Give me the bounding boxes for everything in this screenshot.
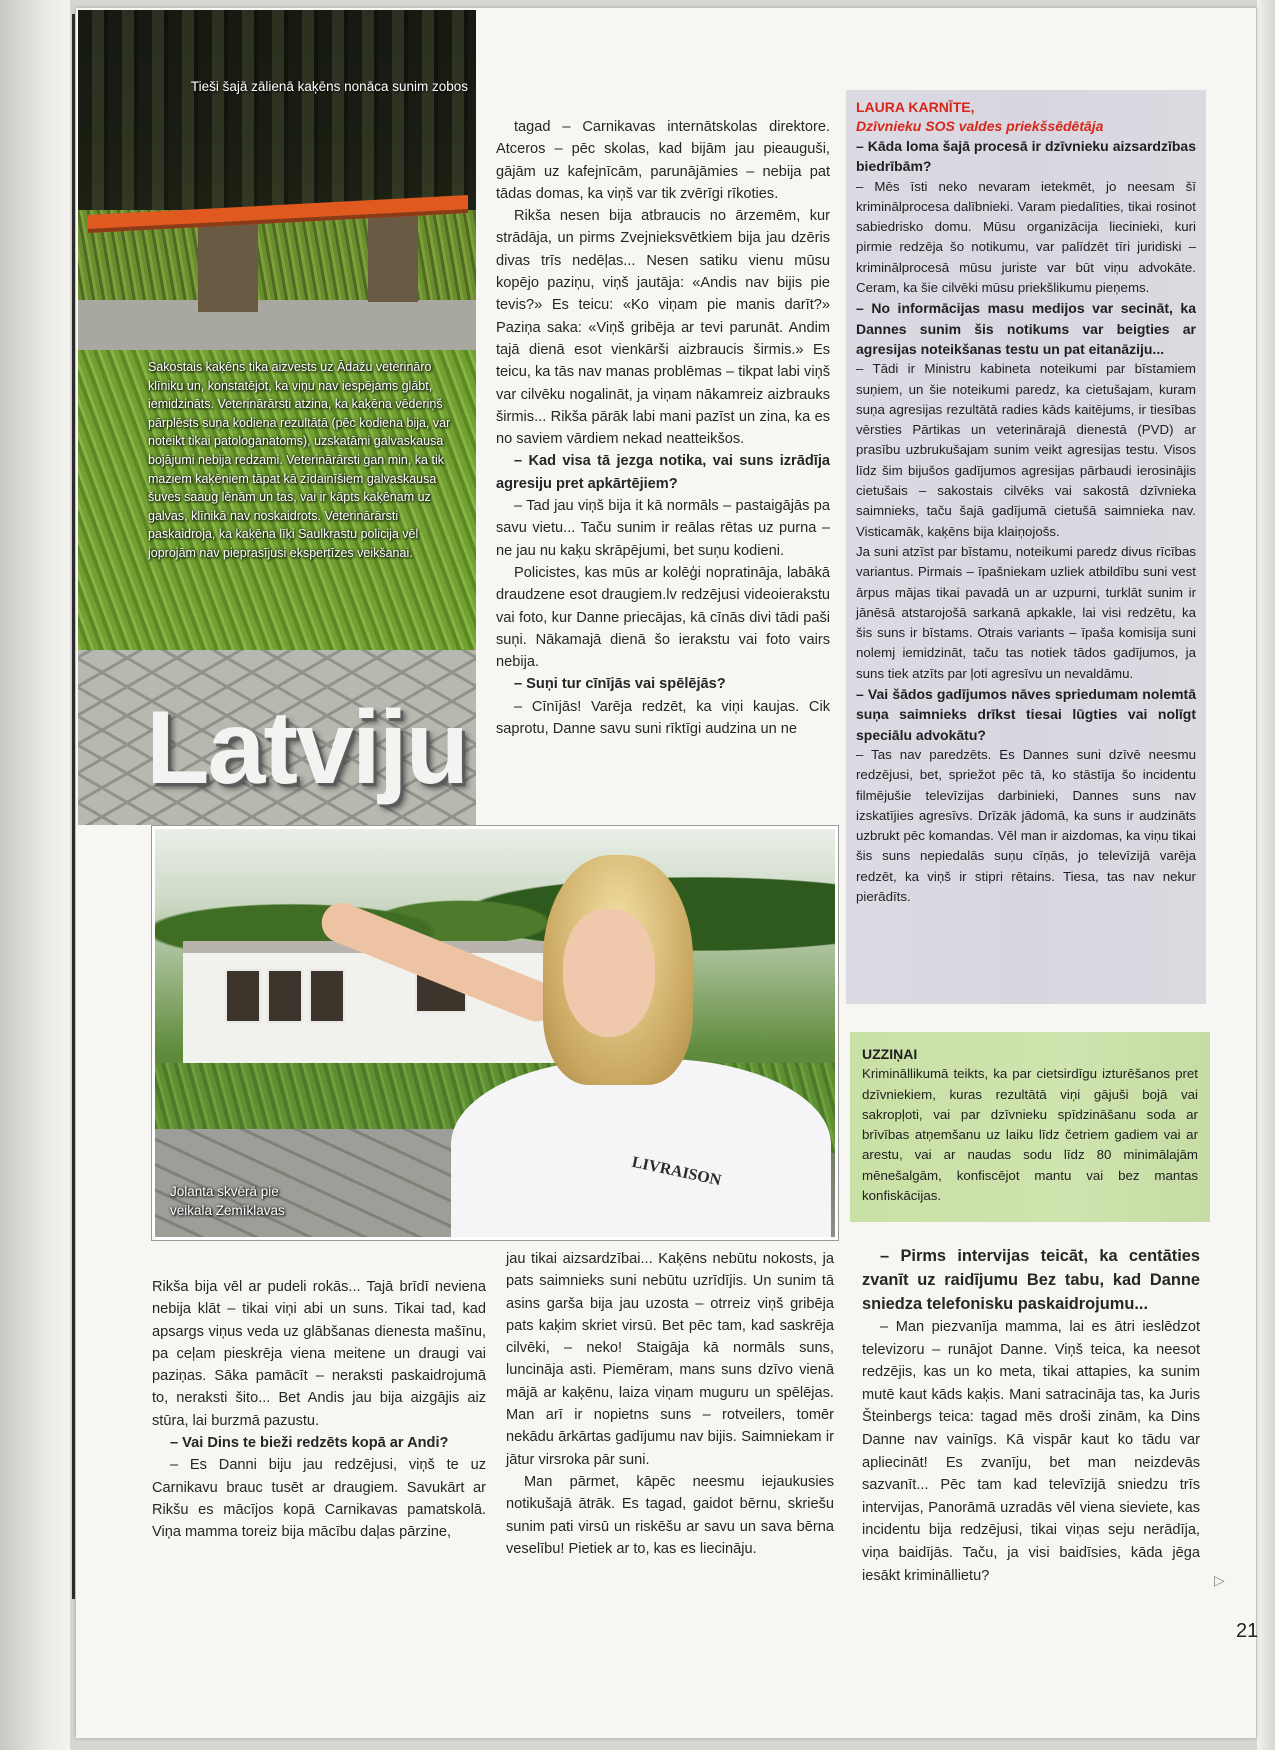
paragraph: – Tādi ir Ministru kabineta noteikumi par bīstamiem suņiem, un šie noteikumi paredz, ka cietušajam, kuram suņa agresijas rezultātā radies kāds kaitējums, ir tiesības vērsties Pārtikas un veterinārajā dienestā (PVD) ar prasību uzbrukušajam sunim veikt agresijas testu. Visos līdz šim bijušos gadījumos agresijas pārbaudi ierosinājis cietušais – sakostais cilvēks vai sakostā dzīvnieka saimnieks, taču šajā gadījumā cietušā saimnieka nav. Visticamāk, kaķēns bija klaiņojošs. — [856, 361, 1196, 539]
info-box-content — [862, 1044, 1198, 1206]
interview-question: – Vai šādos gadījumos nāves spriedumam nolemtā suņa saimnieks drīkst tiesai lūgties vai nolīgt speciālu advokātu? — [856, 686, 1196, 743]
paragraph: Rikša bija vēl ar pudeli rokās... Tajā brīdī neviena nebija klāt – tikai viņi abi un suns. Tikai tad, kad apsargs viņus veda uz glābšanas dienesta mašīnu, pa ceļam pieskrēja viena meitene un draugi vai paziņas. Sāka pamācīt – neraksti paskaidrojumā to, neraksti šito... Bet Andis jau bija aizgājis aiz stūra, lai burzmā pazustu. — [152, 1279, 486, 1429]
article-column-2 — [496, 116, 830, 740]
interview-question: – Suņi tur cīnījās vai spēlējās? — [514, 676, 726, 693]
continue-arrow-icon: ▷ — [1214, 1572, 1225, 1588]
paragraph: tagad – Carnikavas internātskolas direktore. Atceros – pēc skolas, kad bijām jau pieauguši, gājām uz kafejnīcām, parunājāmies – nebija pat tādas domas, ka viņš var tik zvērīgi rīkoties. — [496, 119, 830, 202]
interview-question: – Pirms intervijas teicāt, ka centāties zvanīt uz raidījumu Bez tabu, kad Danne sniedza telefonisku paskaidrojumu... — [862, 1247, 1200, 1313]
photo-jolanta — [152, 826, 838, 1240]
article-column-2-bottom — [506, 1248, 834, 1560]
paragraph: Ja suni atzīst par bīstamu, noteikumi paredz divus rīcības variantus. Pirmais – īpašniekam uzliek atbildību suni vest ārpus mājas tikai pavadā un ar uzpurni, turklāt sunim ir jānēsā atstarojošā sarkanā apkakle, lai visi redzētu, ka šis suns ir bīstams. Otrais variants – īpaša komisija suni nolemj iemidzināt, taču tas notiek tādos gadījumos, ja suns tiek atzīts par ļoti agresīvu un nevaldāmu. — [856, 543, 1196, 681]
woman-face — [563, 909, 655, 1037]
article-column-3-bottom — [862, 1244, 1200, 1587]
photo-caption-jolanta: Jolanta skvērā pie veikala Zemīklavas — [170, 1184, 285, 1218]
interviewee-name: LAURA KARNĪTE, — [856, 99, 975, 115]
interview-question: – Kad visa tā jezga notika, vai suns izrādīja agresiju pret apkārtējiem? — [496, 453, 830, 492]
scan-edge-left — [0, 0, 70, 1750]
photo-caption-overlay: Sakostais kaķēns tika aizvests uz Ādažu veterināro klīniku un, konstatējot, ka viņu nav iespējams glābt, iemidzināts. Veterinārārsti atzina, ka kaķēna vēderiņš pārplēsts suņa kodiena rezultātā (pēc kodiena bija, var noteikt tikai patologanatoms), uzskatāmi galvaskausa bojājumi nebija redzami. Veterinārārsti gan min, ka tik maziem kaķēniem tāpat kā zīdainīšiem galvaskausa šuves saaug lēnām un tas, vai ir kāpts kaķēnam uz galvas, klīnikā nav noskaidrots. Veterinārārsti paskaidroja, ka kaķēna līķi Saulkrastu policija vēl joprojām nav pieprasījusi ekspertīzes veikšanai. — [148, 360, 451, 560]
article-column-1-bottom — [152, 1276, 486, 1544]
paragraph: Policistes, kas mūs ar kolēģi nopratināja, labākā draudzene esot draugiem.lv redzējusi videoierakstu vai foto, kur Danne priecājas, kā cīnās divi tādi paši suņi. Nākamajā dienā šo ierakstu vai foto vairs nebija. — [496, 564, 830, 671]
paragraph: – Man piezvanīja mamma, lai es ātri ieslēdzot televizoru – runājot Danne. Viņš teica, ka neesot redzējis, kas un ko meta, tikai attapies, ka sunim mutē kaut kāds kaķis. Mani satracināja tas, ka Juris Šteinbergs teica: tagad mēs droši zinām, ka Dins Danne nav vainīgs. Kā vispār kaut ko tādu var apliecināt! Es zvanīju, bet man neizdevās sazvanīt... Pēc tam kad televīzijā sniedzu trīs intervijas, Panorāmā uzradās vēl viena sieviete, kas incidentu bija redzējusi, tikai viņas seju nerādīja, viņa baidījās. Taču, ja visi baidīsies, kāda jēga iesākt krimināllietu? — [862, 1319, 1200, 1584]
window — [267, 969, 303, 1023]
scan-edge-right — [1257, 0, 1275, 1750]
interview-question: – Kāda loma šajā procesā ir dzīvnieku aizsardzības biedrībām? — [856, 138, 1196, 175]
info-text: Krimināllikumā teikts, ka par cietsirdīgu izturēšanos pret dzīvniekiem, kuras rezultātā viņi gājuši bojā vai sakropļoti, vai par dzīvnieku spīdzināšanu soda ar brīvības atņemšanu uz laiku līdz četriem gadiem vai ar arestu, vai ar naudas sodu līdz 80 minimālajām mēnešalgām, konfiscējot mantu vai bez mantas konfiskācijas. — [862, 1066, 1198, 1204]
interviewee-role: Dzīvnieku SOS valdes priekšsēdētāja — [856, 118, 1104, 134]
sidebar-interview-text — [856, 136, 1196, 907]
paragraph: – Mēs īsti neko nevaram ietekmēt, jo neesam šī kriminālprocesa dalībnieki. Varam piedalīties, tikai rosinot sabiedrisko domu. Mūsu organizācija liecinieki, kuri pirmie redzēja šo notikumu, var palīdzēt tīri juridiski – kriminālprocesā mūsu juriste var būt viņu advokāte. Ceram, ka šie cilvēki mūsu priekšlikumu pieņems. — [856, 178, 1196, 296]
info-heading: UZZIŅAI — [862, 1046, 918, 1062]
paragraph: Man pārmet, kāpēc neesmu iejaukusies notikušajā ātrāk. Es tagad, gaidot bērnu, skriešu sunim pati virsū un riskēšu ar savu un sava bērna veselību! Pietiek ar to, kas es liecināju. — [506, 1473, 834, 1557]
paragraph: – Cīnījās! Varēja redzēt, ka viņi kaujas. Cik saprotu, Danne savu suni rīktīgi audzina un ne — [496, 698, 830, 738]
info-box — [850, 1032, 1210, 1222]
paragraph: Rikša nesen bija atbraucis no ārzemēm, kur strādāja, un pirms Zvejnieksvētkiem bija jau dzēris divas trīs nedēļas... Nesen satiku vienu mūsu kopējo paziņu, viņš jautāja: «Andis nav bijis pie tevis?» Es teicu: «Ko viņam pie manis darīt?» Paziņa saka: «Viņš gribēja ar tevi parunāt. Andim tajā dienā esot vienkārši aizbraucis širmis.» Es teicu, ka tās nav manas problēmas – tikpat labi viņš var cilvēku nogalināt, ja viņam nākamreiz aizbrauks širmis... Rikša pārāk labi mani pazīst un zina, ka es no saviem vārdiem nekad neatteikšos. — [496, 208, 830, 448]
bench-leg — [368, 216, 418, 302]
paragraph: jau tikai aizsardzībai... Kaķēns nebūtu nokosts, ja pats saimnieks suni nebūtu uzrīdījis. Un sunim tā asins garša bija jau uzosta – otrreiz viņš gribēja pats kaķim skriet virsū. Bet pēc tam, kad saskrēja cilvēki, – neko! Staigāja kā normāls suns, luncināja asti. Piemēram, mans suns dzīvo vienā mājā ar kaķēnu, laiza viņam muguru un spēlējas. Man arī ir nopietns suns – rotveilers, tomēr nekādu ārkārtas gadījumu nav bijis. Saimniekam ir jātur virsroka pār suni. — [506, 1251, 834, 1468]
photo-caption-bench: Tieši šajā zālienā kaķēns nonāca sunim zobos — [190, 79, 468, 94]
sidebar-interview-box — [846, 90, 1206, 1004]
woman-shirt — [451, 1059, 831, 1240]
interview-question: – No informācijas masu medijos var secināt, ka Dannes sunim šis notikums var beigties ar agresijas noteikšanas testu un pat eitanāziju... — [856, 300, 1196, 357]
paragraph: – Tas nav paredzēts. Es Dannes suni dzīvē neesmu redzējusi, bet, spriežot pēc tā, ko stāstīja šo incidentu filmējušie televīzijas darbinieki, Dannes suns nav izskatījies agresīvs. Drīzāk jādomā, ka suns ir audzināts uzbrukt pēc komandas. Vēl man ir aizdomas, ka viņu tikai šis suns nepiedalās suņu cīņās, jo televīzijā varēja redzēt, ka viņš ir stipri rētains. Tiesa, tas nav nekur pierādīts. — [856, 746, 1196, 904]
window — [225, 969, 261, 1023]
window — [309, 969, 345, 1023]
bench-leg — [198, 222, 258, 312]
sidebar-interview-content — [856, 98, 1196, 907]
interview-question: – Vai Dins te bieži redzēts kopā ar Andi? — [170, 1435, 449, 1452]
paragraph: – Es Danni biju jau redzējusi, viņš te uz Carnikavu brauc tusēt ar draugiem. Savukārt ar Rikšu es mācījos kopā Carnikavas pamatskolā. Viņa mamma toreiz bija mācību daļas pārzine, — [152, 1457, 486, 1541]
paragraph: – Tad jau viņš bija it kā normāls – pastaigājās pa savu vietu... Taču sunim ir reālas rētas uz purna – ne jau nu kaķu skrāpējumi, bet suņu kodieni. — [496, 498, 830, 559]
shirt-print: LIVRAISON — [630, 1153, 723, 1190]
headline-word: Latviju — [146, 690, 468, 806]
page-number: 21 — [1236, 1620, 1259, 1642]
gutter-line — [72, 14, 75, 1599]
